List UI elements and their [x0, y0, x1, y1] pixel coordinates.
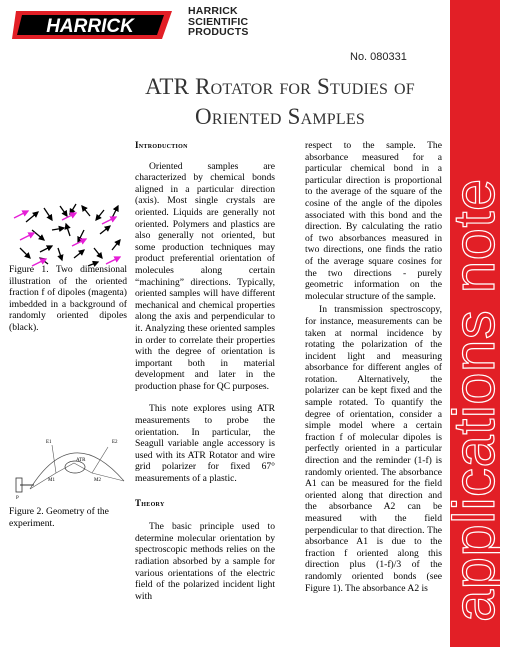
column-1	[135, 140, 275, 613]
label-m2: M2	[94, 478, 101, 483]
brand-line: HARRICK	[188, 5, 238, 17]
brand-line: PRODUCTS	[188, 26, 249, 38]
figure-2-geometry	[12, 433, 137, 501]
sidebar-text: applications note	[442, 178, 507, 622]
introduction-heading: Introduction	[135, 140, 188, 150]
figure-1-caption: Figure 1. Two dimensional illustration of the oriented fraction f of dipoles (magenta) imbedded in a background of randomly oriented dipoles (black).	[9, 264, 127, 333]
theory-heading: Theory	[135, 497, 165, 508]
label-m1: M1	[48, 478, 55, 483]
harrick-logo	[12, 8, 174, 42]
title-line-1: ATR Rotator for Studies of	[145, 74, 415, 99]
paragraph: The basic principle used to determine molecular orientation by spectroscopic methods relies on the radiation absorbed by a sample for various orientations of the electric field of the polarized incident light with	[135, 521, 275, 602]
applications-note-sidebar	[442, 0, 507, 647]
label-p: P	[16, 496, 19, 501]
label-e1: E1	[46, 440, 52, 445]
brand-line: SCIENTIFIC	[188, 15, 249, 28]
paragraph: This note explores using ATR measurements to probe the orientation. In particular, the Seagull variable angle accessory is used with its ATR Rotator and wire grid polarizer for fixed 67° measurements of a plastic.	[135, 403, 275, 485]
label-e2: E2	[112, 440, 118, 445]
brand-name	[188, 6, 249, 38]
figure-2-caption: Figure 2. Geometry of the experiment.	[9, 506, 109, 529]
paragraph: Oriented samples are characterized by chemical bonds aligned in a particular direction (axis). Most single crystals are oriented. Liquids are generally not oriented. Polymers and plastics are also generally not oriented, but some production techniques may product preferential orientation of molecules along certain “machining” directions. Typically, oriented samples will have different mechanical and chemical properties along the axis and perpendicular to it. Analyzing these oriented samples in order to correlate their properties with the degree of orientation is important both in material development and later in the production phase for QC purposes.	[135, 160, 275, 392]
column-2	[305, 140, 442, 594]
title-line-2: Oriented Samples	[195, 104, 365, 129]
figure-1-dipoles	[12, 200, 127, 270]
document-number: No. 080331	[350, 51, 407, 63]
paragraph: respect to the sample. The absorbance measured for a particular chemical bond in a particular direction is proportional to the average of the square of the cosine of the angle of the dipoles associated with this bond and the direction. By calculating the ratio of two absorbances measured in two directions, one finds the ratio of the average square cosines for the two directions - purely geometric information on the molecular structure of the sample.	[305, 140, 442, 302]
paragraph: In transmission spectroscopy, for instance, measurements can be taken at normal incidence by rotating the polarization of the incident light and measuring absorbance for different angles of rotation. Alternatively, the polarizer can be kept fixed and the sample rotated. To quantify the degree of orientation, consider a simple model where a certain fraction f of molecular dipoles is perfectly oriented in a particular direction and the reminder (1-f) is randomly oriented. The absorbance A1 can be measured for the field oriented along that direction and the absorbance A2 can be measured with the field perpendicular to that direction. The absorbance A1 is due to the fraction f oriented along this direction plus (1-f)/3 of the randomly oriented bonds (see Figure 1). The absorbance A2 is	[305, 304, 442, 594]
logo-text: HARRICK	[46, 16, 134, 37]
page-title	[120, 72, 440, 132]
label-atr: ATR	[76, 458, 86, 463]
